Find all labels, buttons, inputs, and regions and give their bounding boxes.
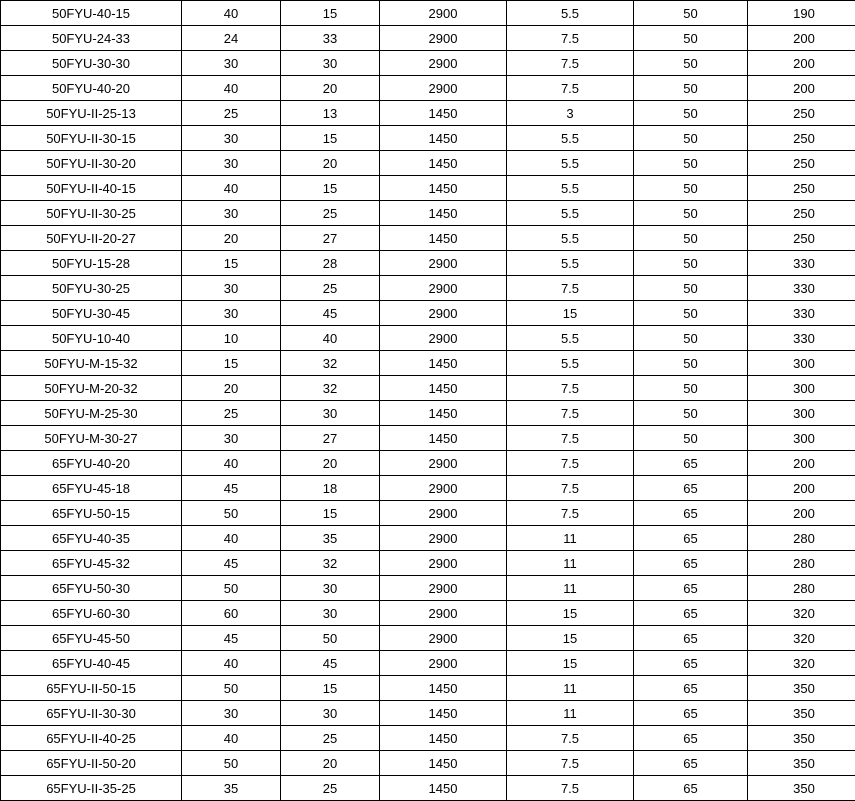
cell-flow: 15: [182, 351, 281, 376]
cell-power: 5.5: [507, 226, 634, 251]
cell-flow: 25: [182, 101, 281, 126]
cell-head: 30: [281, 601, 380, 626]
table-row: [1, 251, 855, 276]
cell-flow: 30: [182, 51, 281, 76]
cell-diameter: 65: [634, 726, 748, 751]
cell-diameter: 50: [634, 401, 748, 426]
cell-flow: 50: [182, 501, 281, 526]
cell-power: 11: [507, 576, 634, 601]
cell-diameter: 50: [634, 101, 748, 126]
cell-power: 7.5: [507, 726, 634, 751]
cell-head: 15: [281, 1, 380, 26]
cell-power: 5.5: [507, 326, 634, 351]
cell-diameter: 50: [634, 176, 748, 201]
cell-speed: 1450: [380, 101, 507, 126]
cell-speed: 1450: [380, 176, 507, 201]
cell-model: 50FYU-M-15-32: [1, 351, 182, 376]
cell-length: 350: [748, 701, 855, 726]
cell-length: 300: [748, 351, 855, 376]
cell-length: 200: [748, 26, 855, 51]
cell-speed: 1450: [380, 201, 507, 226]
cell-model: 65FYU-40-45: [1, 651, 182, 676]
table-row: [1, 751, 855, 776]
cell-diameter: 65: [634, 451, 748, 476]
cell-diameter: 50: [634, 276, 748, 301]
cell-power: 7.5: [507, 51, 634, 76]
cell-flow: 40: [182, 651, 281, 676]
cell-model: 65FYU-II-50-15: [1, 676, 182, 701]
cell-speed: 2900: [380, 26, 507, 51]
cell-length: 250: [748, 176, 855, 201]
cell-model: 50FYU-30-30: [1, 51, 182, 76]
cell-power: 5.5: [507, 1, 634, 26]
cell-speed: 1450: [380, 226, 507, 251]
cell-speed: 2900: [380, 301, 507, 326]
cell-speed: 2900: [380, 1, 507, 26]
cell-head: 40: [281, 326, 380, 351]
table-row: [1, 726, 855, 751]
cell-flow: 35: [182, 776, 281, 801]
cell-head: 20: [281, 151, 380, 176]
cell-diameter: 65: [634, 626, 748, 651]
cell-power: 7.5: [507, 26, 634, 51]
cell-speed: 1450: [380, 351, 507, 376]
cell-flow: 25: [182, 401, 281, 426]
cell-head: 50: [281, 626, 380, 651]
cell-flow: 30: [182, 201, 281, 226]
cell-model: 50FYU-M-20-32: [1, 376, 182, 401]
cell-speed: 2900: [380, 551, 507, 576]
cell-length: 280: [748, 526, 855, 551]
cell-diameter: 65: [634, 526, 748, 551]
cell-power: 15: [507, 651, 634, 676]
cell-length: 300: [748, 376, 855, 401]
table-row: [1, 201, 855, 226]
cell-speed: 1450: [380, 726, 507, 751]
cell-flow: 40: [182, 526, 281, 551]
cell-length: 200: [748, 501, 855, 526]
cell-length: 330: [748, 301, 855, 326]
table-row: [1, 426, 855, 451]
cell-flow: 20: [182, 376, 281, 401]
cell-flow: 40: [182, 176, 281, 201]
table-row: [1, 101, 855, 126]
cell-head: 15: [281, 176, 380, 201]
cell-head: 18: [281, 476, 380, 501]
cell-model: 65FYU-II-50-20: [1, 751, 182, 776]
cell-model: 50FYU-II-20-27: [1, 226, 182, 251]
cell-model: 50FYU-II-30-20: [1, 151, 182, 176]
cell-length: 330: [748, 251, 855, 276]
table-row: [1, 301, 855, 326]
cell-diameter: 50: [634, 76, 748, 101]
cell-head: 45: [281, 301, 380, 326]
cell-length: 300: [748, 401, 855, 426]
cell-speed: 1450: [380, 126, 507, 151]
cell-speed: 2900: [380, 326, 507, 351]
cell-diameter: 65: [634, 476, 748, 501]
cell-head: 25: [281, 276, 380, 301]
cell-flow: 45: [182, 626, 281, 651]
cell-length: 200: [748, 51, 855, 76]
cell-diameter: 50: [634, 51, 748, 76]
cell-flow: 40: [182, 1, 281, 26]
cell-diameter: 50: [634, 201, 748, 226]
cell-model: 50FYU-15-28: [1, 251, 182, 276]
cell-power: 7.5: [507, 426, 634, 451]
cell-diameter: 50: [634, 226, 748, 251]
table-row: [1, 776, 855, 801]
cell-length: 250: [748, 126, 855, 151]
cell-flow: 50: [182, 751, 281, 776]
cell-power: 5.5: [507, 176, 634, 201]
cell-speed: 1450: [380, 676, 507, 701]
cell-model: 50FYU-M-25-30: [1, 401, 182, 426]
cell-model: 50FYU-10-40: [1, 326, 182, 351]
cell-length: 350: [748, 776, 855, 801]
cell-power: 7.5: [507, 751, 634, 776]
table-row: [1, 476, 855, 501]
cell-head: 20: [281, 751, 380, 776]
cell-model: 50FYU-24-33: [1, 26, 182, 51]
table-row: [1, 676, 855, 701]
cell-length: 200: [748, 76, 855, 101]
cell-power: 11: [507, 526, 634, 551]
cell-length: 200: [748, 476, 855, 501]
cell-length: 250: [748, 201, 855, 226]
cell-speed: 2900: [380, 501, 507, 526]
table-body: [1, 1, 855, 801]
cell-length: 280: [748, 551, 855, 576]
cell-speed: 1450: [380, 401, 507, 426]
cell-head: 30: [281, 51, 380, 76]
cell-head: 30: [281, 401, 380, 426]
cell-head: 27: [281, 226, 380, 251]
cell-power: 7.5: [507, 401, 634, 426]
cell-length: 280: [748, 576, 855, 601]
table-row: [1, 1, 855, 26]
cell-model: 50FYU-40-15: [1, 1, 182, 26]
cell-head: 32: [281, 551, 380, 576]
cell-head: 32: [281, 376, 380, 401]
table-row: [1, 351, 855, 376]
cell-power: 15: [507, 626, 634, 651]
cell-power: 15: [507, 301, 634, 326]
cell-model: 50FYU-II-25-13: [1, 101, 182, 126]
cell-diameter: 50: [634, 251, 748, 276]
table-row: [1, 526, 855, 551]
cell-length: 250: [748, 101, 855, 126]
cell-speed: 2900: [380, 76, 507, 101]
cell-flow: 50: [182, 576, 281, 601]
cell-speed: 2900: [380, 451, 507, 476]
cell-speed: 2900: [380, 601, 507, 626]
cell-flow: 20: [182, 226, 281, 251]
table-row: [1, 76, 855, 101]
cell-head: 15: [281, 676, 380, 701]
cell-flow: 60: [182, 601, 281, 626]
cell-power: 5.5: [507, 126, 634, 151]
cell-power: 7.5: [507, 376, 634, 401]
cell-flow: 45: [182, 476, 281, 501]
cell-diameter: 65: [634, 576, 748, 601]
table-row: [1, 51, 855, 76]
cell-length: 250: [748, 226, 855, 251]
cell-head: 20: [281, 76, 380, 101]
cell-power: 11: [507, 701, 634, 726]
cell-head: 33: [281, 26, 380, 51]
cell-flow: 30: [182, 301, 281, 326]
cell-diameter: 50: [634, 126, 748, 151]
cell-diameter: 50: [634, 326, 748, 351]
cell-length: 190: [748, 1, 855, 26]
cell-length: 320: [748, 651, 855, 676]
cell-model: 50FYU-40-20: [1, 76, 182, 101]
cell-power: 11: [507, 551, 634, 576]
cell-head: 15: [281, 501, 380, 526]
cell-length: 320: [748, 601, 855, 626]
cell-model: 50FYU-II-40-15: [1, 176, 182, 201]
cell-speed: 2900: [380, 251, 507, 276]
cell-head: 35: [281, 526, 380, 551]
cell-flow: 30: [182, 151, 281, 176]
cell-speed: 1450: [380, 751, 507, 776]
cell-speed: 2900: [380, 626, 507, 651]
cell-diameter: 50: [634, 151, 748, 176]
cell-power: 5.5: [507, 151, 634, 176]
cell-flow: 30: [182, 426, 281, 451]
cell-speed: 1450: [380, 151, 507, 176]
cell-power: 5.5: [507, 351, 634, 376]
cell-model: 65FYU-50-30: [1, 576, 182, 601]
cell-model: 65FYU-40-20: [1, 451, 182, 476]
cell-model: 50FYU-M-30-27: [1, 426, 182, 451]
cell-diameter: 50: [634, 426, 748, 451]
cell-head: 15: [281, 126, 380, 151]
cell-power: 5.5: [507, 201, 634, 226]
cell-head: 25: [281, 776, 380, 801]
table-row: [1, 626, 855, 651]
table-row: [1, 601, 855, 626]
cell-speed: 1450: [380, 776, 507, 801]
cell-diameter: 50: [634, 26, 748, 51]
cell-length: 350: [748, 751, 855, 776]
table-row: [1, 26, 855, 51]
cell-flow: 30: [182, 701, 281, 726]
cell-model: 50FYU-30-25: [1, 276, 182, 301]
cell-diameter: 65: [634, 501, 748, 526]
cell-power: 7.5: [507, 451, 634, 476]
cell-model: 50FYU-30-45: [1, 301, 182, 326]
cell-head: 20: [281, 451, 380, 476]
cell-length: 350: [748, 676, 855, 701]
cell-flow: 40: [182, 76, 281, 101]
cell-length: 250: [748, 151, 855, 176]
cell-power: 11: [507, 676, 634, 701]
cell-diameter: 65: [634, 551, 748, 576]
cell-flow: 15: [182, 251, 281, 276]
table-row: [1, 651, 855, 676]
cell-length: 200: [748, 451, 855, 476]
table-row: [1, 501, 855, 526]
table-row: [1, 401, 855, 426]
cell-length: 330: [748, 276, 855, 301]
cell-head: 28: [281, 251, 380, 276]
cell-model: 65FYU-40-35: [1, 526, 182, 551]
cell-diameter: 65: [634, 751, 748, 776]
cell-power: 15: [507, 601, 634, 626]
table-row: [1, 276, 855, 301]
cell-model: 65FYU-60-30: [1, 601, 182, 626]
cell-model: 65FYU-45-18: [1, 476, 182, 501]
table-row: [1, 151, 855, 176]
cell-speed: 2900: [380, 476, 507, 501]
cell-flow: 40: [182, 726, 281, 751]
cell-speed: 2900: [380, 651, 507, 676]
cell-speed: 1450: [380, 701, 507, 726]
cell-head: 30: [281, 576, 380, 601]
cell-power: 7.5: [507, 276, 634, 301]
table-row: [1, 576, 855, 601]
cell-speed: 1450: [380, 376, 507, 401]
cell-head: 30: [281, 701, 380, 726]
cell-flow: 10: [182, 326, 281, 351]
cell-head: 32: [281, 351, 380, 376]
cell-head: 45: [281, 651, 380, 676]
table-row: [1, 551, 855, 576]
cell-flow: 24: [182, 26, 281, 51]
cell-model: 65FYU-II-35-25: [1, 776, 182, 801]
table-row: [1, 376, 855, 401]
cell-diameter: 65: [634, 651, 748, 676]
cell-model: 50FYU-II-30-25: [1, 201, 182, 226]
cell-diameter: 65: [634, 601, 748, 626]
cell-model: 65FYU-II-40-25: [1, 726, 182, 751]
cell-flow: 40: [182, 451, 281, 476]
cell-diameter: 50: [634, 301, 748, 326]
cell-head: 25: [281, 726, 380, 751]
cell-power: 5.5: [507, 251, 634, 276]
cell-diameter: 50: [634, 351, 748, 376]
cell-model: 65FYU-45-50: [1, 626, 182, 651]
cell-model: 50FYU-II-30-15: [1, 126, 182, 151]
cell-speed: 2900: [380, 526, 507, 551]
table-row: [1, 176, 855, 201]
cell-model: 65FYU-II-30-30: [1, 701, 182, 726]
cell-length: 300: [748, 426, 855, 451]
cell-speed: 1450: [380, 426, 507, 451]
cell-head: 25: [281, 201, 380, 226]
table-row: [1, 126, 855, 151]
table-row: [1, 226, 855, 251]
cell-length: 350: [748, 726, 855, 751]
cell-head: 13: [281, 101, 380, 126]
cell-power: 3: [507, 101, 634, 126]
cell-length: 330: [748, 326, 855, 351]
cell-flow: 45: [182, 551, 281, 576]
cell-diameter: 50: [634, 1, 748, 26]
cell-diameter: 65: [634, 776, 748, 801]
cell-speed: 2900: [380, 51, 507, 76]
cell-speed: 2900: [380, 276, 507, 301]
table-row: [1, 326, 855, 351]
cell-model: 65FYU-45-32: [1, 551, 182, 576]
cell-head: 27: [281, 426, 380, 451]
cell-diameter: 65: [634, 701, 748, 726]
cell-power: 7.5: [507, 476, 634, 501]
cell-flow: 30: [182, 126, 281, 151]
cell-diameter: 65: [634, 676, 748, 701]
cell-flow: 50: [182, 676, 281, 701]
cell-speed: 2900: [380, 576, 507, 601]
cell-power: 7.5: [507, 501, 634, 526]
cell-power: 7.5: [507, 776, 634, 801]
cell-flow: 30: [182, 276, 281, 301]
table-row: [1, 701, 855, 726]
cell-length: 320: [748, 626, 855, 651]
cell-model: 65FYU-50-15: [1, 501, 182, 526]
table-row: [1, 451, 855, 476]
cell-diameter: 50: [634, 376, 748, 401]
cell-power: 7.5: [507, 76, 634, 101]
